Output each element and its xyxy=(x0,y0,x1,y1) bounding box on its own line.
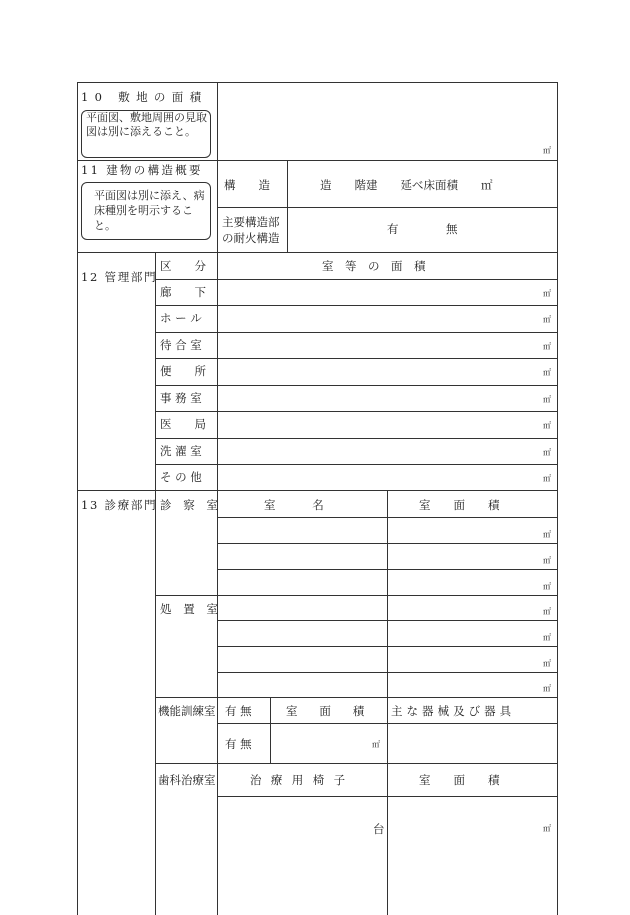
col-line xyxy=(270,697,271,763)
row-line xyxy=(155,279,557,280)
room-label: 医 局 xyxy=(160,417,206,431)
section-10-note: 平面図、敷地周囲の見取図は別に添えること。 xyxy=(86,111,207,138)
col-room-name: 室 名 xyxy=(264,498,329,512)
section-13-title: 13 診療部門 xyxy=(81,498,158,512)
kinou-label: 機能訓練室 xyxy=(158,704,216,718)
row-line xyxy=(155,697,557,698)
row-line xyxy=(77,490,557,491)
row-line xyxy=(155,305,557,306)
unit-label: ㎡ xyxy=(543,315,551,324)
struct-value: 造 階建 延べ床面積 ㎡ xyxy=(320,178,493,192)
col-kubun: 区 分 xyxy=(160,259,206,273)
row-line xyxy=(155,763,557,764)
row-line xyxy=(155,438,557,439)
row-line xyxy=(77,82,557,83)
unit-label: ㎡ xyxy=(543,633,551,642)
shinsatsu-label: 診 察 室 xyxy=(160,498,222,512)
unit-label: ㎡ xyxy=(372,740,380,749)
row-line xyxy=(77,160,557,161)
room-label: 廊 下 xyxy=(160,285,206,299)
struct-label: 構 造 xyxy=(224,178,270,192)
col-line xyxy=(77,82,78,915)
unit-label: ㎡ xyxy=(543,659,551,668)
unit-label: ㎡ xyxy=(543,824,551,833)
room-label: そ の 他 xyxy=(160,470,202,484)
room-label: 待 合 室 xyxy=(160,338,202,352)
col-line xyxy=(217,252,218,915)
shika-area-header: 室 面 積 xyxy=(419,773,506,787)
col-area: 室 等 の 面 積 xyxy=(322,259,426,273)
col-room-area: 室 面 積 xyxy=(419,498,506,512)
col-line xyxy=(557,82,558,915)
unit-label: ㎡ xyxy=(543,474,551,483)
col-line xyxy=(287,160,288,252)
section-11-note: 平面図は別に添え、病床種別を明示すること。 xyxy=(94,189,205,232)
unit-label: ㎡ xyxy=(543,289,551,298)
chair-unit: 台 xyxy=(373,822,385,836)
shochi-label: 処 置 室 xyxy=(160,602,222,616)
room-label: 事 務 室 xyxy=(160,391,202,405)
col-line xyxy=(387,697,388,915)
unit-label: ㎡ xyxy=(543,530,551,539)
section-10-title: 10 敷地の面積 xyxy=(81,90,208,104)
fire-label-2: の耐火構造 xyxy=(222,231,280,245)
unit-label: ㎡ xyxy=(543,146,551,155)
room-label: ホ ー ル xyxy=(160,311,202,325)
fire-yes: 有 xyxy=(387,222,399,236)
chair-header: 治 療 用 椅 子 xyxy=(250,773,348,787)
umu-header: 有 無 xyxy=(225,704,252,718)
unit-label: ㎡ xyxy=(543,607,551,616)
fire-label-1: 主要構造部 xyxy=(222,215,280,229)
unit-label: ㎡ xyxy=(543,421,551,430)
row-line xyxy=(217,207,557,208)
kinou-area-header: 室 面 積 xyxy=(286,704,370,718)
unit-label: ㎡ xyxy=(543,582,551,591)
section-12-title: 12 管理部門 xyxy=(81,270,158,284)
unit-label: ㎡ xyxy=(543,448,551,457)
kinou-equip-header: 主な器械及び器具 xyxy=(391,704,516,718)
row-line xyxy=(155,595,557,596)
row-line xyxy=(155,411,557,412)
row-line xyxy=(155,385,557,386)
row-line xyxy=(77,252,557,253)
col-line xyxy=(217,82,218,252)
row-line xyxy=(155,358,557,359)
row-line xyxy=(155,464,557,465)
shika-label: 歯科治療室 xyxy=(158,773,216,787)
umu-value: 有 無 xyxy=(225,737,252,751)
unit-label: ㎡ xyxy=(543,556,551,565)
col-line xyxy=(387,490,388,697)
unit-label: ㎡ xyxy=(543,342,551,351)
section-11-title: 11 建物の構造概要 xyxy=(81,163,203,177)
unit-label: ㎡ xyxy=(543,684,551,693)
unit-label: ㎡ xyxy=(543,395,551,404)
row-line xyxy=(155,332,557,333)
room-label: 便 所 xyxy=(160,364,206,378)
room-label: 洗 濯 室 xyxy=(160,444,202,458)
col-line xyxy=(155,252,156,915)
fire-no: 無 xyxy=(446,222,458,236)
unit-label: ㎡ xyxy=(543,368,551,377)
